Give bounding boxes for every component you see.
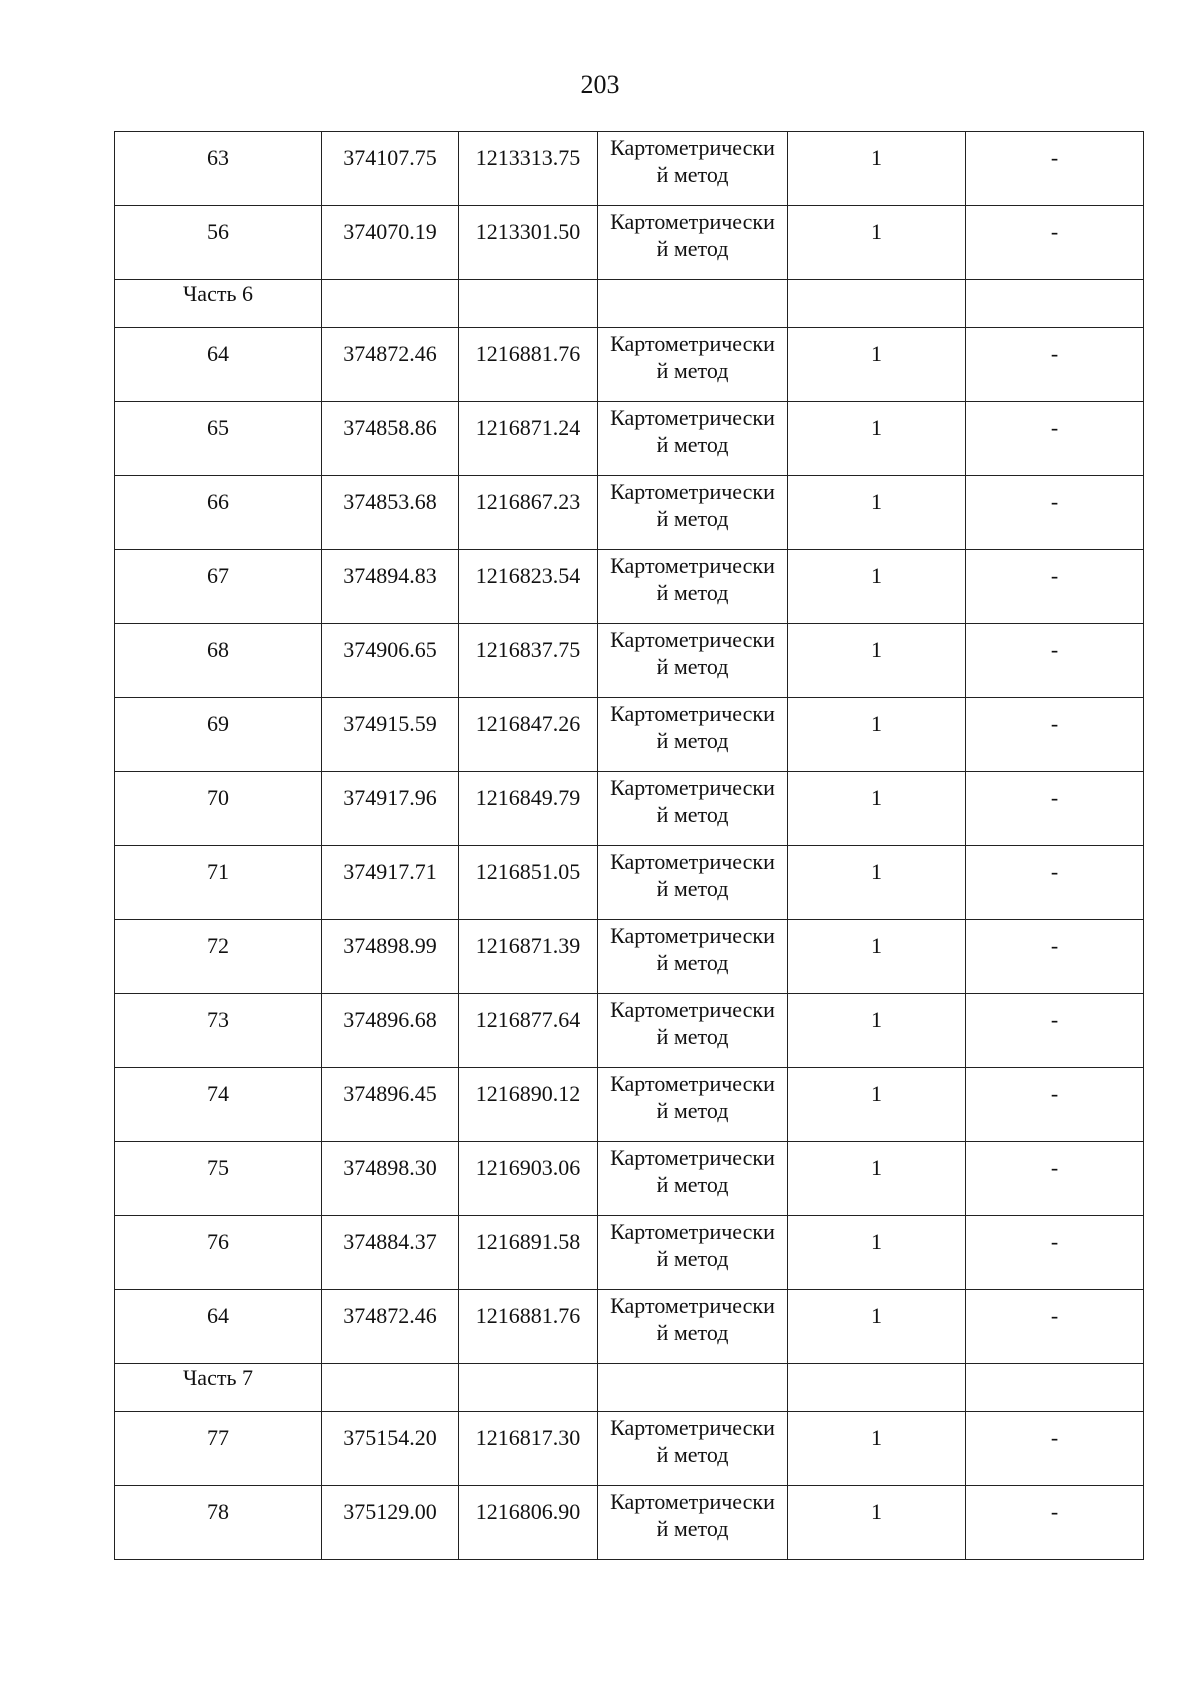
- method-text-line-2: й метод: [656, 1172, 729, 1197]
- accuracy-cell: 1: [788, 772, 966, 846]
- table-row: [115, 846, 1144, 920]
- table-row: [115, 132, 1144, 206]
- method-text-line-1: Картометрически: [610, 627, 775, 652]
- table-row: [115, 206, 1144, 280]
- coordinates-table-body: [115, 132, 1144, 1560]
- point-number-cell: 76: [115, 1216, 322, 1290]
- empty-cell: [788, 280, 966, 328]
- method-cell: [598, 328, 788, 402]
- note-cell: -: [966, 920, 1144, 994]
- point-number-cell: 71: [115, 846, 322, 920]
- y-coordinate-cell: 1216871.24: [459, 402, 598, 476]
- table-row: [115, 1412, 1144, 1486]
- table-row: [115, 698, 1144, 772]
- table-row: [115, 1486, 1144, 1560]
- x-coordinate-cell: 374894.83: [322, 550, 459, 624]
- method-text-line-2: й метод: [656, 802, 729, 827]
- method-cell: [598, 846, 788, 920]
- method-cell: [598, 698, 788, 772]
- method-cell: [598, 1290, 788, 1364]
- note-cell: -: [966, 1142, 1144, 1216]
- accuracy-cell: 1: [788, 206, 966, 280]
- empty-cell: [966, 280, 1144, 328]
- table-row: [115, 476, 1144, 550]
- method-text-line-2: й метод: [656, 1516, 729, 1541]
- note-cell: -: [966, 132, 1144, 206]
- method-cell: [598, 550, 788, 624]
- accuracy-cell: 1: [788, 402, 966, 476]
- point-number-cell: 73: [115, 994, 322, 1068]
- empty-cell: [598, 1364, 788, 1412]
- y-coordinate-cell: 1213301.50: [459, 206, 598, 280]
- empty-cell: [966, 1364, 1144, 1412]
- empty-cell: [322, 1364, 459, 1412]
- note-cell: -: [966, 772, 1144, 846]
- method-text-line-1: Картометрически: [610, 405, 775, 430]
- note-cell: -: [966, 1068, 1144, 1142]
- method-text-line-1: Картометрически: [610, 331, 775, 356]
- method-text-line-2: й метод: [656, 654, 729, 679]
- point-number-cell: 65: [115, 402, 322, 476]
- method-cell: [598, 402, 788, 476]
- x-coordinate-cell: 374884.37: [322, 1216, 459, 1290]
- method-text-line-1: Картометрически: [610, 1219, 775, 1244]
- note-cell: -: [966, 624, 1144, 698]
- accuracy-cell: 1: [788, 698, 966, 772]
- y-coordinate-cell: 1216837.75: [459, 624, 598, 698]
- method-text-line-2: й метод: [656, 1098, 729, 1123]
- accuracy-cell: 1: [788, 132, 966, 206]
- accuracy-cell: 1: [788, 476, 966, 550]
- method-text-line-1: Картометрически: [610, 479, 775, 504]
- x-coordinate-cell: 374853.68: [322, 476, 459, 550]
- table-row: [115, 1290, 1144, 1364]
- method-cell: [598, 1068, 788, 1142]
- x-coordinate-cell: 374107.75: [322, 132, 459, 206]
- x-coordinate-cell: 374917.96: [322, 772, 459, 846]
- method-cell: [598, 920, 788, 994]
- method-text-line-2: й метод: [656, 162, 729, 187]
- x-coordinate-cell: 374858.86: [322, 402, 459, 476]
- method-text-line-1: Картометрически: [610, 135, 775, 160]
- point-number-cell: 75: [115, 1142, 322, 1216]
- empty-cell: [598, 280, 788, 328]
- y-coordinate-cell: 1216903.06: [459, 1142, 598, 1216]
- note-cell: -: [966, 550, 1144, 624]
- x-coordinate-cell: 374915.59: [322, 698, 459, 772]
- part-header-row: [115, 1364, 1144, 1412]
- method-cell: [598, 994, 788, 1068]
- y-coordinate-cell: 1216891.58: [459, 1216, 598, 1290]
- y-coordinate-cell: 1216881.76: [459, 328, 598, 402]
- y-coordinate-cell: 1216890.12: [459, 1068, 598, 1142]
- point-number-cell: 64: [115, 1290, 322, 1364]
- part-header-row: [115, 280, 1144, 328]
- table-row: [115, 402, 1144, 476]
- method-text-line-2: й метод: [656, 580, 729, 605]
- method-text-line-1: Картометрически: [610, 209, 775, 234]
- method-text-line-1: Картометрически: [610, 849, 775, 874]
- x-coordinate-cell: 374872.46: [322, 1290, 459, 1364]
- x-coordinate-cell: 374872.46: [322, 328, 459, 402]
- method-text-line-2: й метод: [656, 1320, 729, 1345]
- note-cell: -: [966, 402, 1144, 476]
- accuracy-cell: 1: [788, 1142, 966, 1216]
- point-number-cell: 68: [115, 624, 322, 698]
- x-coordinate-cell: 375154.20: [322, 1412, 459, 1486]
- note-cell: -: [966, 1486, 1144, 1560]
- x-coordinate-cell: 374906.65: [322, 624, 459, 698]
- table-row: [115, 624, 1144, 698]
- x-coordinate-cell: 375129.00: [322, 1486, 459, 1560]
- point-number-cell: 70: [115, 772, 322, 846]
- y-coordinate-cell: 1216823.54: [459, 550, 598, 624]
- x-coordinate-cell: 374898.30: [322, 1142, 459, 1216]
- y-coordinate-cell: 1216881.76: [459, 1290, 598, 1364]
- point-number-cell: 77: [115, 1412, 322, 1486]
- method-cell: [598, 132, 788, 206]
- method-text-line-1: Картометрически: [610, 1293, 775, 1318]
- point-number-cell: 64: [115, 328, 322, 402]
- accuracy-cell: 1: [788, 1216, 966, 1290]
- method-text-line-2: й метод: [656, 236, 729, 261]
- accuracy-cell: 1: [788, 994, 966, 1068]
- method-text-line-2: й метод: [656, 728, 729, 753]
- method-cell: [598, 1412, 788, 1486]
- point-number-cell: 67: [115, 550, 322, 624]
- y-coordinate-cell: 1216817.30: [459, 1412, 598, 1486]
- note-cell: -: [966, 206, 1144, 280]
- y-coordinate-cell: 1216871.39: [459, 920, 598, 994]
- method-text-line-1: Картометрически: [610, 1071, 775, 1096]
- table-row: [115, 994, 1144, 1068]
- note-cell: -: [966, 1216, 1144, 1290]
- accuracy-cell: 1: [788, 920, 966, 994]
- accuracy-cell: 1: [788, 1068, 966, 1142]
- method-cell: [598, 1142, 788, 1216]
- accuracy-cell: 1: [788, 1412, 966, 1486]
- method-cell: [598, 1486, 788, 1560]
- method-text-line-2: й метод: [656, 1246, 729, 1271]
- y-coordinate-cell: 1216877.64: [459, 994, 598, 1068]
- table-row: [115, 1068, 1144, 1142]
- method-text-line-1: Картометрически: [610, 553, 775, 578]
- table-row: [115, 1216, 1144, 1290]
- accuracy-cell: 1: [788, 328, 966, 402]
- method-text-line-2: й метод: [656, 1442, 729, 1467]
- table-row: [115, 328, 1144, 402]
- method-text-line-1: Картометрически: [610, 997, 775, 1022]
- note-cell: -: [966, 1290, 1144, 1364]
- point-number-cell: 74: [115, 1068, 322, 1142]
- y-coordinate-cell: 1216806.90: [459, 1486, 598, 1560]
- note-cell: -: [966, 328, 1144, 402]
- method-cell: [598, 772, 788, 846]
- method-cell: [598, 1216, 788, 1290]
- point-number-cell: 78: [115, 1486, 322, 1560]
- note-cell: -: [966, 846, 1144, 920]
- note-cell: -: [966, 1412, 1144, 1486]
- method-text-line-2: й метод: [656, 1024, 729, 1049]
- x-coordinate-cell: 374898.99: [322, 920, 459, 994]
- method-text-line-2: й метод: [656, 950, 729, 975]
- accuracy-cell: 1: [788, 550, 966, 624]
- method-text-line-1: Картометрически: [610, 923, 775, 948]
- table-row: [115, 772, 1144, 846]
- method-text-line-2: й метод: [656, 358, 729, 383]
- note-cell: -: [966, 476, 1144, 550]
- x-coordinate-cell: 374917.71: [322, 846, 459, 920]
- point-number-cell: 69: [115, 698, 322, 772]
- page-number: 203: [580, 70, 620, 99]
- note-cell: -: [966, 698, 1144, 772]
- table-row: [115, 1142, 1144, 1216]
- method-text-line-1: Картометрически: [610, 1145, 775, 1170]
- point-number-cell: 56: [115, 206, 322, 280]
- empty-cell: [459, 280, 598, 328]
- accuracy-cell: 1: [788, 1290, 966, 1364]
- empty-cell: [459, 1364, 598, 1412]
- accuracy-cell: 1: [788, 1486, 966, 1560]
- x-coordinate-cell: 374070.19: [322, 206, 459, 280]
- method-text-line-2: й метод: [656, 432, 729, 457]
- note-cell: -: [966, 994, 1144, 1068]
- empty-cell: [322, 280, 459, 328]
- method-text-line-1: Картометрически: [610, 701, 775, 726]
- coordinates-table: [114, 131, 1144, 1560]
- x-coordinate-cell: 374896.68: [322, 994, 459, 1068]
- method-text-line-2: й метод: [656, 876, 729, 901]
- point-number-cell: 72: [115, 920, 322, 994]
- table-row: [115, 920, 1144, 994]
- accuracy-cell: 1: [788, 624, 966, 698]
- table-row: [115, 550, 1144, 624]
- method-text-line-1: Картометрически: [610, 1489, 775, 1514]
- method-cell: [598, 476, 788, 550]
- method-text-line-1: Картометрически: [610, 775, 775, 800]
- part-label-cell: Часть 6: [115, 280, 322, 328]
- method-cell: [598, 206, 788, 280]
- accuracy-cell: 1: [788, 846, 966, 920]
- point-number-cell: 63: [115, 132, 322, 206]
- method-text-line-1: Картометрически: [610, 1415, 775, 1440]
- y-coordinate-cell: 1213313.75: [459, 132, 598, 206]
- empty-cell: [788, 1364, 966, 1412]
- x-coordinate-cell: 374896.45: [322, 1068, 459, 1142]
- part-label-cell: Часть 7: [115, 1364, 322, 1412]
- method-text-line-2: й метод: [656, 506, 729, 531]
- y-coordinate-cell: 1216849.79: [459, 772, 598, 846]
- y-coordinate-cell: 1216867.23: [459, 476, 598, 550]
- y-coordinate-cell: 1216847.26: [459, 698, 598, 772]
- method-cell: [598, 624, 788, 698]
- point-number-cell: 66: [115, 476, 322, 550]
- y-coordinate-cell: 1216851.05: [459, 846, 598, 920]
